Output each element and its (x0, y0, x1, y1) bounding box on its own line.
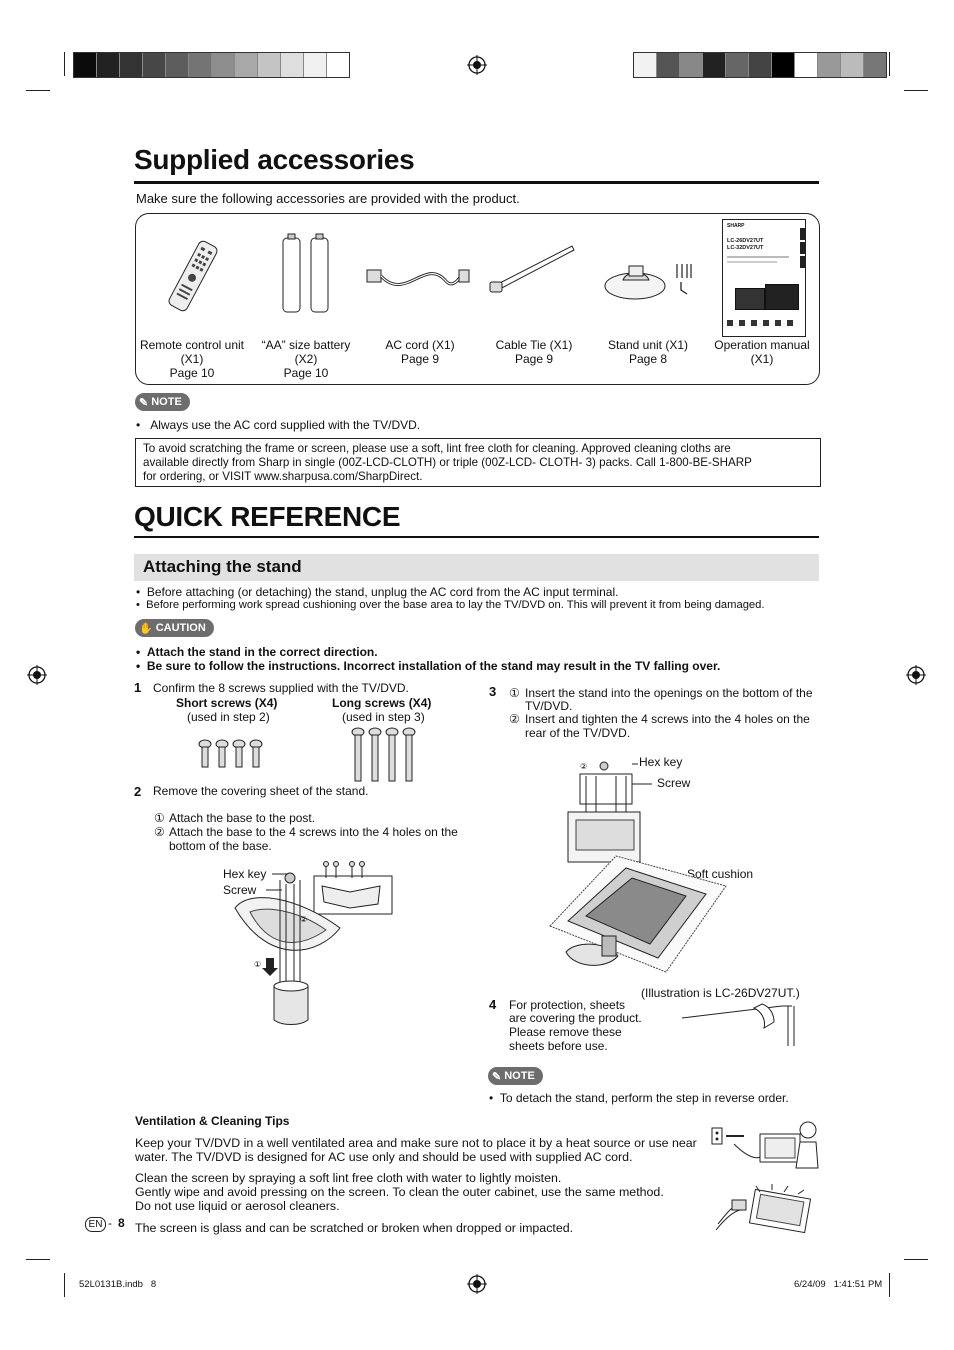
unplug-tv-illustration (710, 1118, 826, 1178)
cable-tie-icon (488, 242, 578, 294)
caution-bullet-2: • Be sure to follow the instructions. Incorrect installation of the stand may result in the TV falling over. (136, 659, 721, 673)
note-ac-cord: • Always use the AC cord supplied with the TV/DVD. (136, 418, 421, 432)
quick-reference-title: QUICK REFERENCE (134, 501, 401, 532)
pencil-icon: ✎ (139, 396, 149, 409)
vent-p3: Gently wipe and avoid pressing on the screen. To clean the outer cabinet, use the same method. (135, 1185, 664, 1199)
step-1-text: Confirm the 8 screws supplied with the TV/DVD. (153, 681, 409, 695)
soft-cushion-label: Soft cushion (687, 867, 754, 881)
accessory-label-ac-cord: AC cord (X1) Page 9 (385, 338, 455, 366)
crop-mark (904, 1259, 928, 1260)
note-badge-2: ✎ NOTE (488, 1067, 543, 1085)
step-3-sub2-mark: ② (509, 712, 520, 726)
vent-p2: Clean the screen by spraying a soft lint free cloth with water to lightly moisten. (135, 1171, 562, 1185)
short-screws-title: Short screws (X4) (176, 696, 278, 710)
step-3-sub1a: Insert the stand into the openings on the bottom of the (525, 686, 813, 700)
page-number: 8 (118, 1216, 125, 1230)
registration-target-icon (27, 665, 47, 685)
ac-cord-icon (365, 262, 473, 298)
page-title: Supplied accessories (134, 144, 415, 175)
svg-text:①: ① (254, 960, 262, 969)
crop-mark (26, 90, 50, 91)
intro-text: Make sure the following accessories are provided with the product. (136, 191, 520, 206)
vent-title: Ventilation & Cleaning Tips (135, 1114, 290, 1128)
svg-text:②: ② (300, 915, 308, 924)
accessory-label-battery: “AA” size battery (X2) Page 10 (261, 338, 351, 380)
step-3-sub2a: Insert and tighten the 4 screws into the 4 holes on the (525, 712, 810, 726)
quick-reference-rule (134, 536, 819, 538)
stand-unit-icon (603, 258, 693, 302)
hand-icon: ✋ (139, 622, 153, 635)
cleaning-screen-illustration (712, 1184, 816, 1236)
illustration-caption: (Illustration is LC-26DV27UT.) (641, 986, 800, 1000)
vent-p5: The screen is glass and can be scratched or broken when dropped or impacted. (135, 1221, 574, 1235)
pre-bullet-2: • Before performing work spread cushioning over the base area to lay the TV/DVD on. This will prevent it from being damaged. (136, 599, 765, 611)
step-4-line3: Please remove these (509, 1025, 622, 1039)
manual-brand: SHARP (727, 223, 745, 229)
manual-model-1: LC-26DV27UT (727, 238, 764, 244)
battery-icon (279, 232, 335, 314)
manual-model-2: LC-32DV27UT (727, 245, 764, 251)
caution-bullet-1: • Attach the stand in the correct direction. (136, 645, 378, 659)
operation-manual-cover (722, 219, 806, 337)
footer-date: 6/24/09 1:41:51 PM (794, 1279, 883, 1290)
crop-mark (64, 1273, 65, 1297)
color-registration-bar-left (73, 52, 350, 78)
vent-p1a: Keep your TV/DVD in a well ventilated area and make sure not to place it by a heat source or use near (135, 1136, 697, 1150)
color-registration-bar-right (633, 52, 887, 78)
tv-stand-insertion-illustration (546, 756, 732, 988)
step-4-line2: are covering the product. (509, 1011, 642, 1025)
step-1-number: 1 (134, 680, 142, 695)
caution-badge: ✋ CAUTION (135, 619, 214, 637)
language-badge: EN (85, 1217, 106, 1232)
vent-p4: Do not use liquid or aerosol cleaners. (135, 1199, 340, 1213)
step-2-sub1-mark: ① (154, 811, 165, 825)
accessory-label-cable-tie: Cable Tie (X1) Page 9 (495, 338, 573, 366)
note-badge: ✎ NOTE (135, 393, 190, 411)
step-2-screw-label: Screw (223, 883, 257, 897)
step-3-number: 3 (489, 684, 497, 699)
step-3-sub2b: rear of the TV/DVD. (525, 726, 631, 740)
accessory-label-manual: Operation manual (X1) (714, 338, 810, 366)
crop-mark (26, 1259, 50, 1260)
accessory-label-stand: Stand unit (X1) Page 8 (607, 338, 689, 366)
short-screws-sub: (used in step 2) (187, 710, 270, 724)
accessory-label-remote: Remote control unit (X1) Page 10 (139, 338, 245, 380)
registration-target-icon (467, 55, 487, 75)
note-detach: • To detach the stand, perform the step in reverse order. (489, 1091, 789, 1105)
registration-target-icon (906, 665, 926, 685)
registration-target-icon (467, 1274, 487, 1294)
protective-sheet-illustration (680, 1000, 800, 1050)
long-screws-icon (350, 726, 420, 784)
svg-text:②: ② (580, 762, 588, 771)
step-3-screw-label: Screw (657, 776, 691, 790)
long-screws-title: Long screws (X4) (332, 696, 432, 710)
pencil-icon: ✎ (492, 1070, 502, 1083)
step-3-sub1b: TV/DVD. (525, 699, 573, 713)
step-2-text: Remove the covering sheet of the stand. (153, 784, 369, 798)
step-2-sub2b: bottom of the base. (169, 839, 272, 853)
stand-assembly-illustration (230, 858, 400, 1030)
step-4-line4: sheets before use. (509, 1039, 608, 1053)
title-rule (134, 181, 819, 184)
short-screws-icon (197, 738, 267, 770)
footer-file: 52L0131B.indb 8 (79, 1279, 157, 1290)
page-number-separator: - (108, 1216, 112, 1230)
crop-mark (889, 1273, 890, 1297)
step-4-line1: For protection, sheets (509, 998, 626, 1012)
long-screws-sub: (used in step 3) (342, 710, 425, 724)
step-3-sub1-mark: ① (509, 686, 520, 700)
step-2-sub2-mark: ② (154, 825, 165, 839)
step-4-number: 4 (489, 997, 497, 1012)
crop-mark (889, 52, 890, 76)
attaching-stand-header: Attaching the stand (134, 554, 819, 581)
step-2-sub1: Attach the base to the post. (169, 811, 316, 825)
step-2-hex-key-label: Hex key (223, 867, 267, 881)
step-2-sub2a: Attach the base to the 4 screws into the 4 holes on the (169, 825, 458, 839)
step-2-number: 2 (134, 784, 142, 799)
remote-control-icon (160, 238, 226, 314)
cleaning-cloth-box: To avoid scratching the frame or screen, please use a soft, lint free cloth for cleaning. Approved cleaning cloths are available directly from Sharp in single (00Z-LCD-CLOTH) or triple (00Z-LCD- CLOTH- 3) packs. Call 1-800-BE-SHARP for ordering, or VISIT www.sharpusa.com/SharpDirect. (135, 438, 821, 487)
pre-bullet-1: • Before attaching (or detaching) the stand, unplug the AC cord from the AC input terminal. (136, 585, 619, 599)
crop-mark (904, 90, 928, 91)
step-3-hex-key-label: Hex key (639, 755, 683, 769)
crop-mark (64, 52, 65, 76)
vent-p1b: water. The TV/DVD is designed for AC use only and should be used with supplied AC cord. (135, 1150, 633, 1164)
